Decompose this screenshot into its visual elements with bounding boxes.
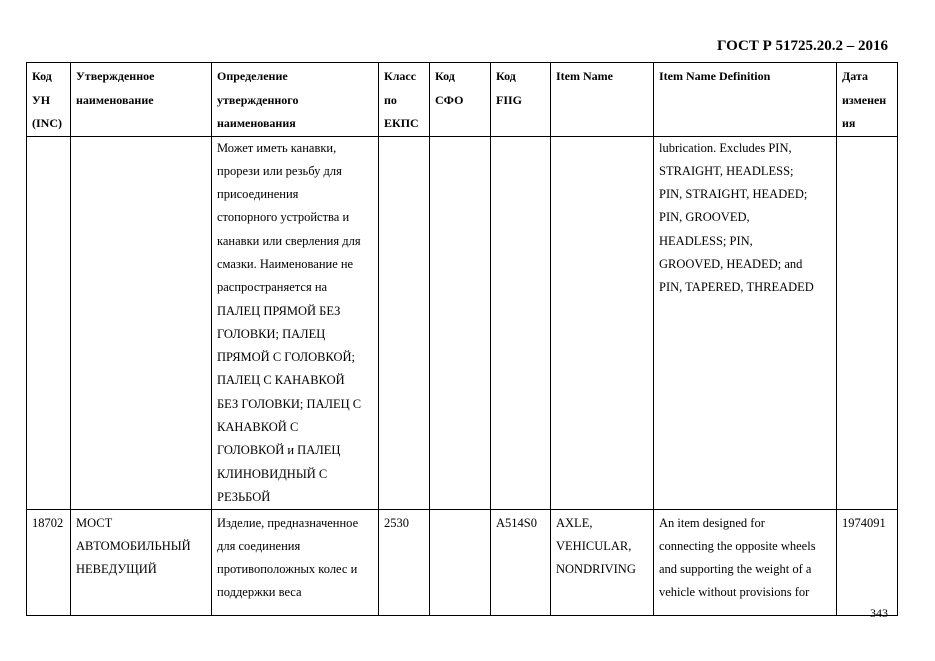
cell-class: [379, 136, 430, 510]
cell-sfo: [430, 136, 491, 510]
cell-item-name-definition: An item designed for connecting the opposite wheels and supporting the weight of a vehicle without provisions for: [654, 510, 837, 616]
header-item-name: Item Name: [551, 63, 654, 137]
cell-date: 1974091: [837, 510, 898, 616]
cell-date: [837, 136, 898, 510]
cell-approved-name: [71, 136, 212, 510]
cell-inc: 18702: [27, 510, 71, 616]
cell-definition: Может иметь канавки, прорези или резьбу для присоединения стопорного устройства и канавки или сверления для смазки. Наименование не распространяется на ПАЛЕЦ ПРЯМОЙ БЕЗ ГОЛОВКИ; ПАЛЕЦ ПРЯМОЙ С ГОЛОВКОЙ; ПАЛЕЦ С КАНАВКОЙ БЕЗ ГОЛОВКИ; ПАЛЕЦ С КАНАВКОЙ С ГОЛОВКОЙ и ПАЛЕЦ КЛИНОВИДНЫЙ С РЕЗЬБОЙ: [212, 136, 379, 510]
header-sfo: Код СФО: [430, 63, 491, 137]
header-approved-name: Утвержденное наименование: [71, 63, 212, 137]
header-inc: Код УН (INC): [27, 63, 71, 137]
cell-class: 2530: [379, 510, 430, 616]
document-title: ГОСТ Р 51725.20.2 – 2016: [716, 38, 888, 54]
page-number: 343: [870, 606, 888, 620]
cell-definition: Изделие, предназначенное для соединения противоположных колес и поддержки веса: [212, 510, 379, 616]
header-item-name-definition: Item Name Definition: [654, 63, 837, 137]
table-row: [27, 510, 898, 616]
cell-inc: [27, 136, 71, 510]
cell-fiig: A514S0: [491, 510, 551, 616]
table-row: [27, 136, 898, 510]
cell-item-name-definition: lubrication. Excludes PIN, STRAIGHT, HEADLESS; PIN, STRAIGHT, HEADED; PIN, GROOVED, HEADLESS; PIN, GROOVED, HEADED; and PIN, TAPERED, THREADED: [654, 136, 837, 510]
cell-approved-name: МОСТ АВТОМОБИЛЬНЫЙ НЕВЕДУЩИЙ: [71, 510, 212, 616]
catalog-table: [26, 62, 898, 616]
table-header-row: [27, 63, 898, 137]
cell-fiig: [491, 136, 551, 510]
header-date: Дата изменен ия: [837, 63, 898, 137]
cell-item-name: [551, 136, 654, 510]
cell-sfo: [430, 510, 491, 616]
cell-item-name: AXLE, VEHICULAR, NONDRIVING: [551, 510, 654, 616]
header-fiig: Код FIIG: [491, 63, 551, 137]
header-class: Класс по ЕКПС: [379, 63, 430, 137]
header-definition: Определение утвержденного наименования: [212, 63, 379, 137]
